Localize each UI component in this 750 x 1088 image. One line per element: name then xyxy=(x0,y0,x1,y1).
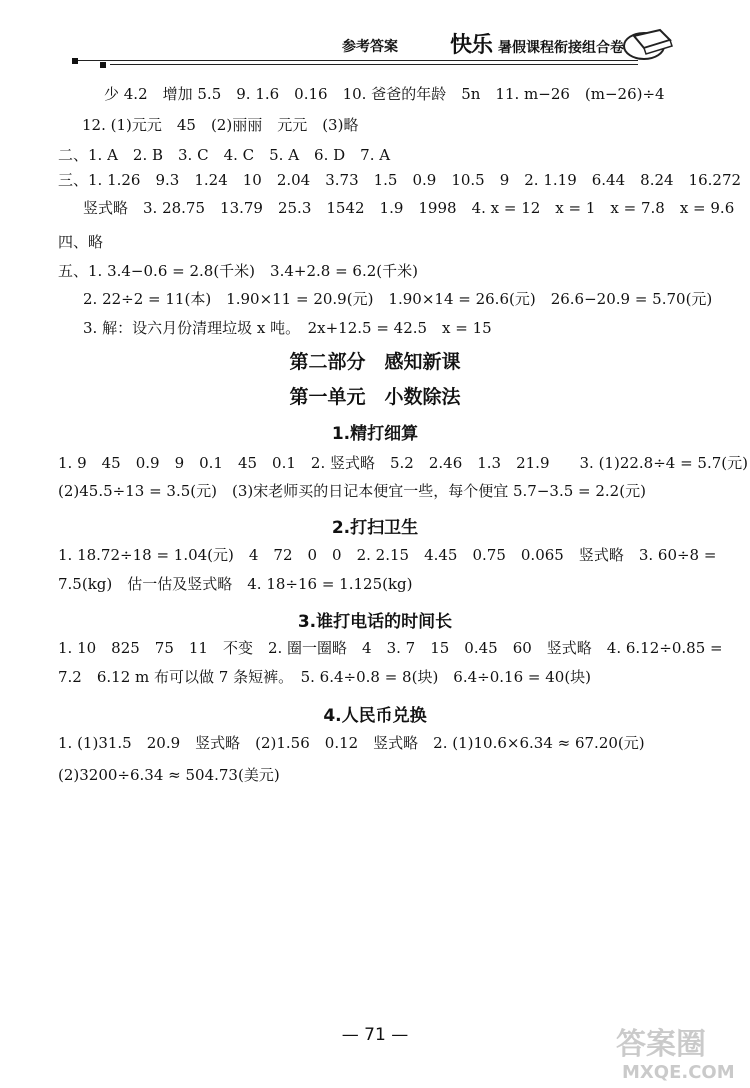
lesson-title: 2.打扫卫生 xyxy=(331,518,419,538)
answer-line: 3. 解：设六月份清理垃圾 x 吨。 2x+12.5 = 42.5 x = 15 xyxy=(83,319,492,337)
answer-line: 7.5(kg) 估一估及竖式略 4. 18÷16 = 1.125(kg) xyxy=(58,575,413,593)
lesson-title: 1.精打细算 xyxy=(331,424,419,444)
answer-line: 2. 22÷2 = 11(本) 1.90×11 = 20.9(元) 1.90×14 = 26.6(元) 26.6−20.9 = 5.70(元) xyxy=(83,290,713,308)
header-square-marker xyxy=(100,62,106,68)
reference-answer-label: 参考答案 xyxy=(342,39,398,55)
series-title: 暑假课程衔接组合卷 xyxy=(498,40,624,56)
answer-line: 1. (1)31.5 20.9 竖式略 (2)1.56 0.12 竖式略 2. (1)10.6×6.34 ≈ 67.20(元) xyxy=(58,734,645,752)
answer-line: 竖式略 3. 28.75 13.79 25.3 1542 1.9 1998 4. x = 12 x = 1 x = 7.8 x = 9.6 xyxy=(83,199,735,217)
page-header xyxy=(0,0,750,80)
answer-line: 1. 18.72÷18 = 1.04(元) 4 72 0 0 2. 2.15 4.45 0.75 0.065 竖式略 3. 60÷8 = xyxy=(58,546,717,564)
header-rule xyxy=(110,64,638,65)
lesson-title: 3.谁打电话的时间长 xyxy=(297,612,453,632)
answer-line: 1. 9 45 0.9 9 0.1 45 0.1 2. 竖式略 5.2 2.46 1.3 21.9 3. (1)22.8÷4 = 5.7(元) xyxy=(58,454,748,472)
answer-line: 五、1. 3.4−0.6 = 2.8(千米) 3.4+2.8 = 6.2(千米) xyxy=(58,262,418,280)
answer-line: 1. 10 825 75 11 不变 2. 圈一圈略 4 3. 7 15 0.45 60 竖式略 4. 6.12÷0.85 = xyxy=(58,639,723,657)
header-rule xyxy=(78,60,638,61)
lesson-title: 4.人民币兑换 xyxy=(323,706,427,726)
answer-line: (2)45.5÷13 = 3.5(元) (3)宋老师买的日记本便宜一些，每个便宜 5.7−3.5 = 2.2(元) xyxy=(58,482,646,500)
unit-title: 第一单元 小数除法 xyxy=(289,386,461,408)
answer-line: 少 4.2 增加 5.5 9. 1.6 0.16 10. 爸爸的年龄 5n 11. m−26 (m−26)÷4 xyxy=(104,85,665,103)
header-square-marker xyxy=(72,58,78,64)
answer-line: 四、略 xyxy=(58,233,104,251)
watermark-main-text: 答案圈 xyxy=(616,1027,706,1062)
part-title: 第二部分 感知新课 xyxy=(289,351,461,373)
answer-line: (2)3200÷6.34 ≈ 504.73(美元) xyxy=(58,766,280,784)
watermark-url-text: MXQE.COM xyxy=(622,1062,735,1083)
answer-line: 7.2 6.12 m 布可以做 7 条短裤。 5. 6.4÷0.8 = 8(块) 6.4÷0.16 = 40(块) xyxy=(58,668,592,686)
brand-logo-text: 快乐 xyxy=(450,33,493,58)
answer-line: 12. (1)元元 45 (2)丽丽 元元 (3)略 xyxy=(82,116,359,134)
open-book-icon xyxy=(620,26,676,62)
watermark-logo xyxy=(612,1018,746,1084)
answer-line: 二、1. A 2. B 3. C 4. C 5. A 6. D 7. A xyxy=(58,146,391,164)
answer-line: 三、1. 1.26 9.3 1.24 10 2.04 3.73 1.5 0.9 10.5 9 2. 1.19 6.44 8.24 16.272 xyxy=(58,171,742,189)
page-number: — 71 — xyxy=(341,1025,409,1045)
